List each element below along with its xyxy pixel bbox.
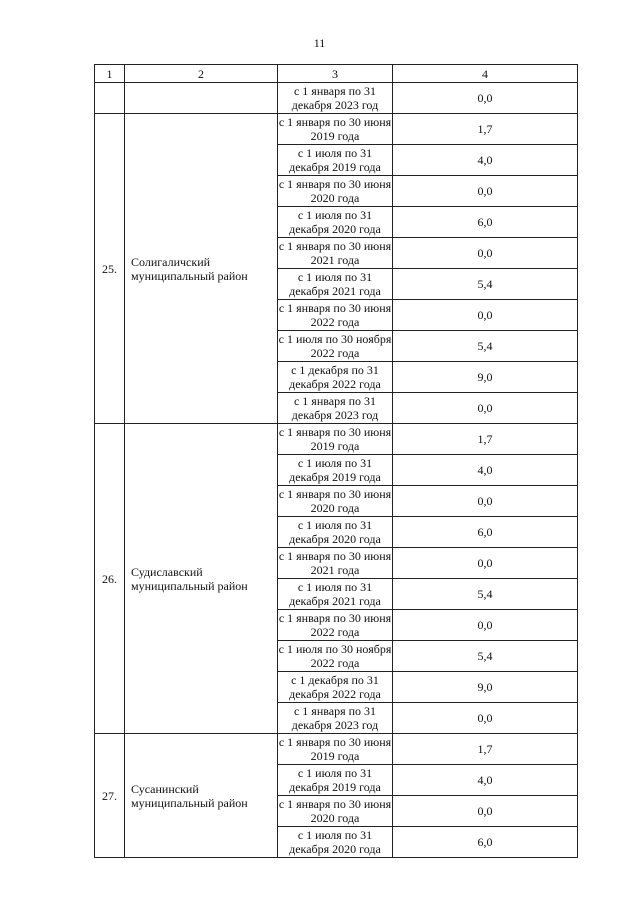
- value-cell: 6,0: [393, 207, 578, 238]
- period-cell: с 1 января по 30 июня 2019 года: [278, 735, 392, 763]
- period-cell: с 1 января по 30 июня 2021 года: [278, 239, 392, 267]
- period-cell: с 1 июля по 31 декабря 2020 года: [278, 207, 393, 238]
- period-cell: с 1 января по 30 июня 2021 года: [278, 549, 392, 577]
- period-cell: с 1 июля по 30 ноября 2022 года: [278, 642, 392, 670]
- region-name-cell: Солигаличский муниципальный район: [125, 114, 278, 424]
- value-cell: 0,0: [393, 486, 578, 517]
- value-cell: 0,0: [393, 393, 578, 424]
- period-cell: с 1 июля по 31 декабря 2021 года: [278, 579, 393, 610]
- value-cell: 0,0: [393, 176, 578, 207]
- period-cell: с 1 января по 30 июня 2022 года: [278, 301, 392, 329]
- period-cell: с 1 января по 30 июня 2019 года: [278, 425, 392, 453]
- period-cell: с 1 декабря по 31 декабря 2022 года: [278, 362, 393, 393]
- header-row: [95, 65, 578, 83]
- region-number-cell: 25.: [95, 114, 125, 424]
- value-cell: 5,4: [393, 579, 578, 610]
- period-cell: с 1 января по 30 июня 2020 года: [278, 797, 392, 825]
- value-cell: 6,0: [393, 517, 578, 548]
- period-cell: с 1 июля по 31 декабря 2019 года: [278, 765, 393, 796]
- period-cell: с 1 декабря по 31 декабря 2022 года: [278, 672, 393, 703]
- region-name-cell: Судиславский муниципальный район: [125, 424, 278, 734]
- value-cell: 0,0: [393, 83, 578, 114]
- region-name-cell: [125, 83, 278, 114]
- period-cell: с 1 июля по 31 декабря 2020 года: [278, 517, 393, 548]
- table-row: [95, 424, 578, 455]
- period-cell: с 1 июля по 31 декабря 2021 года: [278, 269, 393, 300]
- value-cell: 0,0: [393, 703, 578, 734]
- period-cell: с 1 января по 30 июня 2020 года: [278, 487, 392, 515]
- period-cell: с 1 января по 30 июня 2020 года: [278, 177, 392, 205]
- period-cell: с 1 июля по 30 ноября 2022 года: [278, 332, 392, 360]
- region-number-cell: 27.: [95, 734, 125, 858]
- period-cell: с 1 июля по 31 декабря 2019 года: [278, 145, 393, 176]
- period-cell: с 1 января по 31 декабря 2023 год: [278, 703, 393, 734]
- region-number-cell: [95, 83, 125, 114]
- header-col-4: 4: [393, 65, 578, 83]
- value-cell: 0,0: [393, 238, 578, 269]
- value-cell: 0,0: [393, 300, 578, 331]
- value-cell: 5,4: [393, 331, 578, 362]
- header-col-3: 3: [278, 65, 393, 83]
- table-row: [95, 734, 578, 765]
- region-name-cell: Сусанинский муниципальный район: [125, 734, 278, 858]
- value-cell: 4,0: [393, 145, 578, 176]
- value-cell: 9,0: [393, 672, 578, 703]
- table-row: [95, 83, 578, 114]
- region-number-cell: 26.: [95, 424, 125, 734]
- period-cell: с 1 июля по 31 декабря 2020 года: [278, 827, 393, 858]
- value-cell: 9,0: [393, 362, 578, 393]
- value-cell: 1,7: [393, 424, 578, 455]
- value-cell: 4,0: [393, 765, 578, 796]
- value-cell: 6,0: [393, 827, 578, 858]
- period-cell: с 1 января по 31 декабря 2023 год: [278, 83, 393, 114]
- period-cell: с 1 января по 30 июня 2022 года: [278, 611, 392, 639]
- table-body: [95, 65, 578, 858]
- tariff-table: [94, 64, 578, 858]
- value-cell: 5,4: [393, 641, 578, 672]
- page-number: 11: [313, 36, 326, 50]
- value-cell: 0,0: [393, 610, 578, 641]
- period-cell: с 1 января по 31 декабря 2023 год: [278, 393, 393, 424]
- value-cell: 5,4: [393, 269, 578, 300]
- value-cell: 0,0: [393, 796, 578, 827]
- value-cell: 1,7: [393, 734, 578, 765]
- value-cell: 0,0: [393, 548, 578, 579]
- value-cell: 4,0: [393, 455, 578, 486]
- header-col-1: 1: [95, 65, 125, 83]
- table-row: [95, 114, 578, 145]
- period-cell: с 1 июля по 31 декабря 2019 года: [278, 455, 393, 486]
- header-col-2: 2: [125, 65, 278, 83]
- value-cell: 1,7: [393, 114, 578, 145]
- period-cell: с 1 января по 30 июня 2019 года: [278, 115, 392, 143]
